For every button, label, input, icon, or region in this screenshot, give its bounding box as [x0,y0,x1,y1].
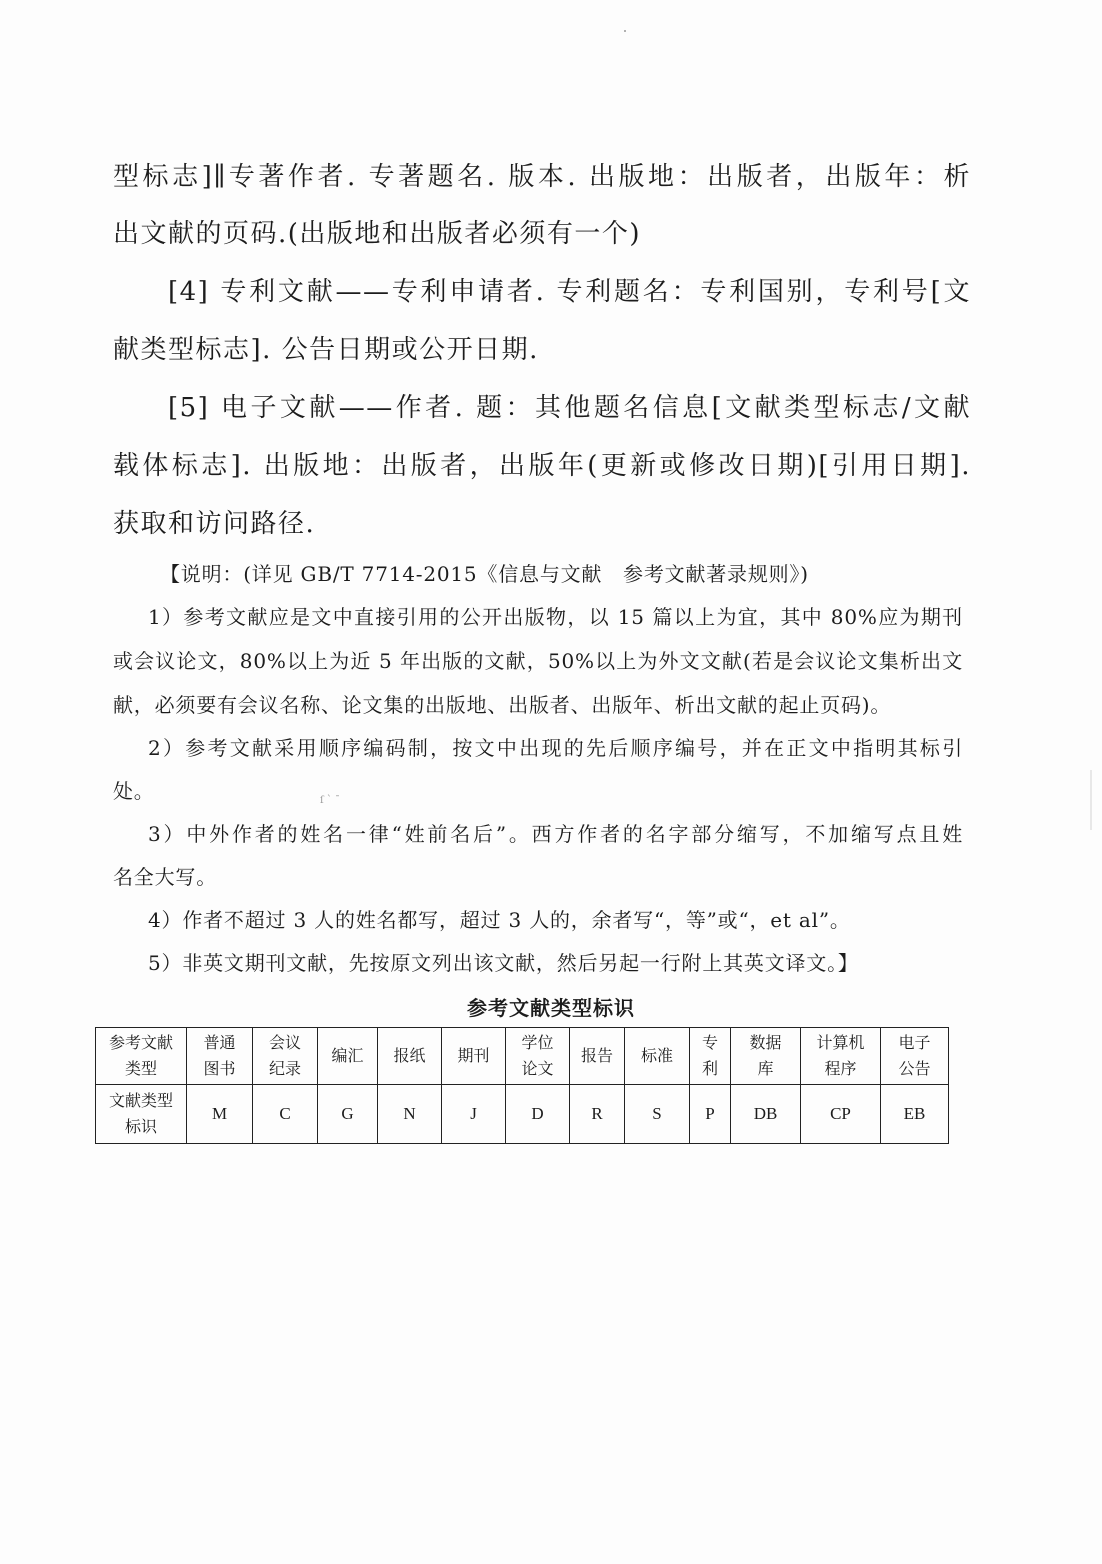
table-cell: C [253,1085,318,1144]
note-line: 4）作者不超过 3 人的姓名都写，超过 3 人的，余者写“，等”或“，et al”。 [148,908,851,932]
body-line: 出文献的页码.(出版地和出版者必须有一个) [113,219,642,249]
note-line: 3）中外作者的姓名一律“姓前名后”。西方作者的名字部分缩写，不加缩写点且姓 [148,822,963,846]
table-cell: N [378,1085,442,1144]
table-title: 参考文献类型标识 [467,996,635,1020]
table-cell: EB [881,1085,949,1144]
scan-artifact: ſ ˋ ˉ [320,795,341,806]
note-line: 处。 [113,779,155,803]
note-line: 或会议论文，80%以上为近 5 年出版的文献，50%以上为外文文献(若是会议论文集析出文 [113,649,963,673]
body-line: 型标志]∥专著作者. 专著题名. 版本. 出版地：出版者，出版年：析 [113,162,971,192]
table-cell: 电子 公告 [881,1028,949,1085]
note-line: 1）参考文献应是文中直接引用的公开出版物，以 15 篇以上为宜，其中 80%应为期刊 [148,605,963,629]
body-line: 获取和访问路径. [113,509,316,539]
note-line: 5）非英文期刊文献，先按原文列出该文献，然后另起一行附上其英文译文。】 [148,951,859,975]
table-cell: CP [801,1085,881,1144]
body-line: 献类型标志]. 公告日期或公开日期. [113,335,539,365]
table-cell: 编汇 [318,1028,378,1085]
table-cell: S [625,1085,690,1144]
body-line: [5] 电子文献——作者. 题：其他题名信息[文献类型标志/文献 [168,393,971,423]
table-cell: P [690,1085,731,1144]
body-line: 载体标志]. 出版地：出版者，出版年(更新或修改日期)[引用日期]. [113,451,971,481]
table-header-row [96,1028,949,1085]
table-cell: 计算机 程序 [801,1028,881,1085]
table-cell: 学位 论文 [506,1028,570,1085]
table-cell: J [442,1085,506,1144]
table-cell: DB [731,1085,801,1144]
table-code-row [96,1085,949,1144]
table-cell: G [318,1085,378,1144]
table-cell: D [506,1085,570,1144]
table-cell: 普通 图书 [187,1028,253,1085]
table-cell: 文献类型 标识 [96,1085,187,1144]
table-cell: 参考文献 类型 [96,1028,187,1085]
note-heading: 【说明：(详见 GB/T 7714-2015《信息与文献 参考文献著录规则》) [160,562,809,586]
note-line: 献，必须要有会议名称、论文集的出版地、出版者、出版年、析出文献的起止页码)。 [113,693,892,717]
table-cell: 数据 库 [731,1028,801,1085]
table-cell: 报纸 [378,1028,442,1085]
table-cell: 会议 纪录 [253,1028,318,1085]
table-cell: 标准 [625,1028,690,1085]
table-cell: 期刊 [442,1028,506,1085]
table-cell: R [570,1085,625,1144]
table-cell: 专 利 [690,1028,731,1085]
note-line: 名全大写。 [113,865,217,889]
note-line: 2）参考文献采用顺序编码制，按文中出现的先后顺序编号，并在正文中指明其标引 [148,736,963,760]
scan-speck [624,30,626,32]
reference-type-table [95,1027,949,1144]
table-cell: M [187,1085,253,1144]
table-cell: 报告 [570,1028,625,1085]
body-line: [4] 专利文献——专利申请者. 专利题名：专利国别，专利号[文 [168,277,971,307]
scan-edge-mark [1090,770,1092,830]
